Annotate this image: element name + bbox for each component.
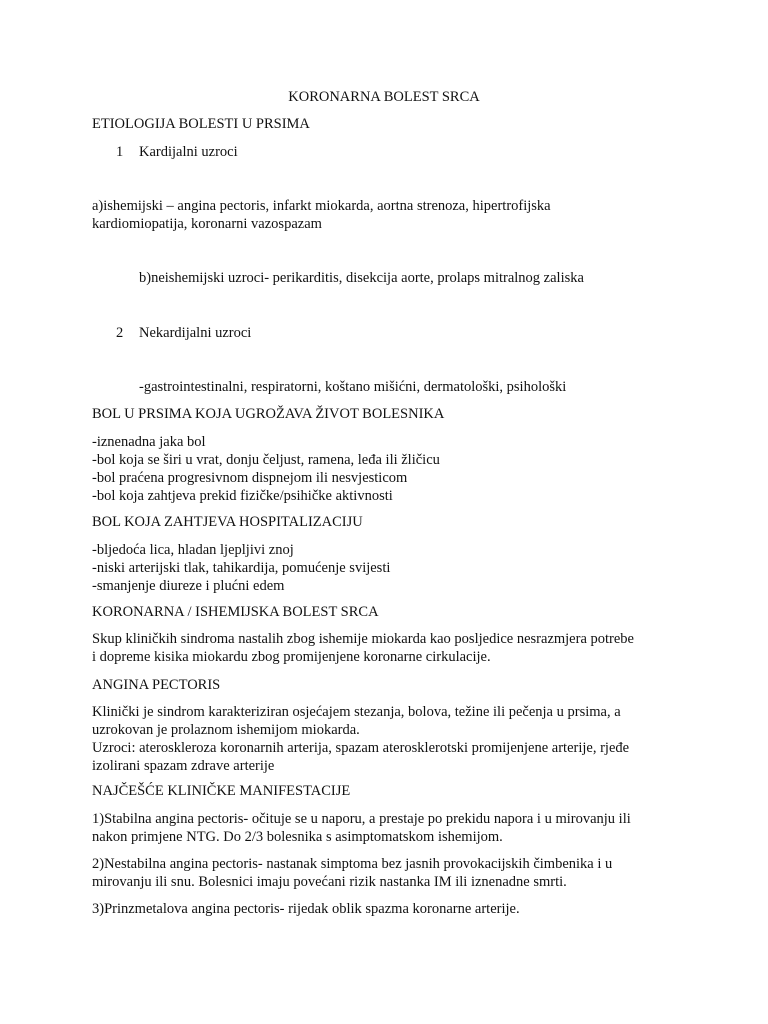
list-label-nekardijalni: Nekardijalni uzroci <box>139 325 252 341</box>
paragraph-line: 3)Prinzmetalova angina pectoris- rijedak oblik spazma koronarne arterije. <box>92 901 520 917</box>
paragraph-line: Uzroci: ateroskleroza koronarnih arterija, spazam aterosklerotski promijenjene arterije, rjeđe <box>92 740 630 756</box>
paragraph-line: izolirani spazam zdrave arterije <box>92 758 275 774</box>
page-title: KORONARNA BOLEST SRCA <box>288 89 480 105</box>
list-item: -smanjenje diureze i plućni edem <box>92 578 285 594</box>
paragraph-line: 1)Stabilna angina pectoris- očituje se u naporu, a prestaje po prekidu napora i u mirovanju ili <box>92 811 631 827</box>
paragraph-nekardijalni: -gastrointestinalni, respiratorni, koštano mišićni, dermatološki, psihološki <box>139 379 567 395</box>
paragraph-line: 2)Nestabilna angina pectoris- nastanak simptoma bez jasnih provokacijskih čimbenika i u <box>92 856 613 872</box>
section-heading-bol-zivot: BOL U PRSIMA KOJA UGROŽAVA ŽIVOT BOLESNIKA <box>92 406 445 422</box>
list-label-kardijalni: Kardijalni uzroci <box>139 144 238 160</box>
section-heading-klinicke-manifestacije: NAJČEŠĆE KLINIČKE MANIFESTACIJE <box>92 783 351 799</box>
list-item: -iznenadna jaka bol <box>92 434 206 450</box>
paragraph-ishemijski-line-1: a)ishemijski – angina pectoris, infarkt miokarda, aortna strenoza, hipertrofijska <box>92 198 551 214</box>
paragraph-line: mirovanju ili snu. Bolesnici imaju povećani rizik nastanka IM ili iznenadne smrti. <box>92 874 567 890</box>
list-item: -bol koja zahtjeva prekid fizičke/psihičke aktivnosti <box>92 488 393 504</box>
paragraph-ishemijski-line-2: kardiomiopatija, koronarni vazospazam <box>92 216 322 232</box>
section-heading-hospitalizacija: BOL KOJA ZAHTJEVA HOSPITALIZACIJU <box>92 514 363 530</box>
paragraph-line: nakon primjene NTG. Do 2/3 bolesnika s asimptomatskom ishemijom. <box>92 829 503 845</box>
list-item: -bol koja se širi u vrat, donju čeljust, ramena, leđa ili žličicu <box>92 452 440 468</box>
paragraph-neishemijski: b)neishemijski uzroci- perikarditis, disekcija aorte, prolaps mitralnog zaliska <box>139 270 584 286</box>
section-heading-etiologija: ETIOLOGIJA BOLESTI U PRSIMA <box>92 116 310 132</box>
paragraph-line: i dopreme kisika miokardu zbog promijenjene koronarne cirkulacije. <box>92 649 491 665</box>
paragraph-line: uzrokovan je prolaznom ishemijom miokarda. <box>92 722 360 738</box>
paragraph-line: Skup kliničkih sindroma nastalih zbog ishemije miokarda kao posljedice nesrazmjera potrebe <box>92 631 634 647</box>
list-item: -bol praćena progresivnom dispnejom ili nesvjesticom <box>92 470 408 486</box>
paragraph-line: Klinički je sindrom karakteriziran osjećajem stezanja, bolova, težine ili pečenja u prsima, a <box>92 704 621 720</box>
section-heading-angina-pectoris: ANGINA PECTORIS <box>92 677 221 693</box>
list-item: -bljedoća lica, hladan ljepljivi znoj <box>92 542 294 558</box>
list-item: -niski arterijski tlak, tahikardija, pomućenje svijesti <box>92 560 391 576</box>
list-number-2: 2 <box>116 325 124 341</box>
list-number-1: 1 <box>116 144 124 160</box>
section-heading-koronarna-ishemijska: KORONARNA / ISHEMIJSKA BOLEST SRCA <box>92 604 379 620</box>
